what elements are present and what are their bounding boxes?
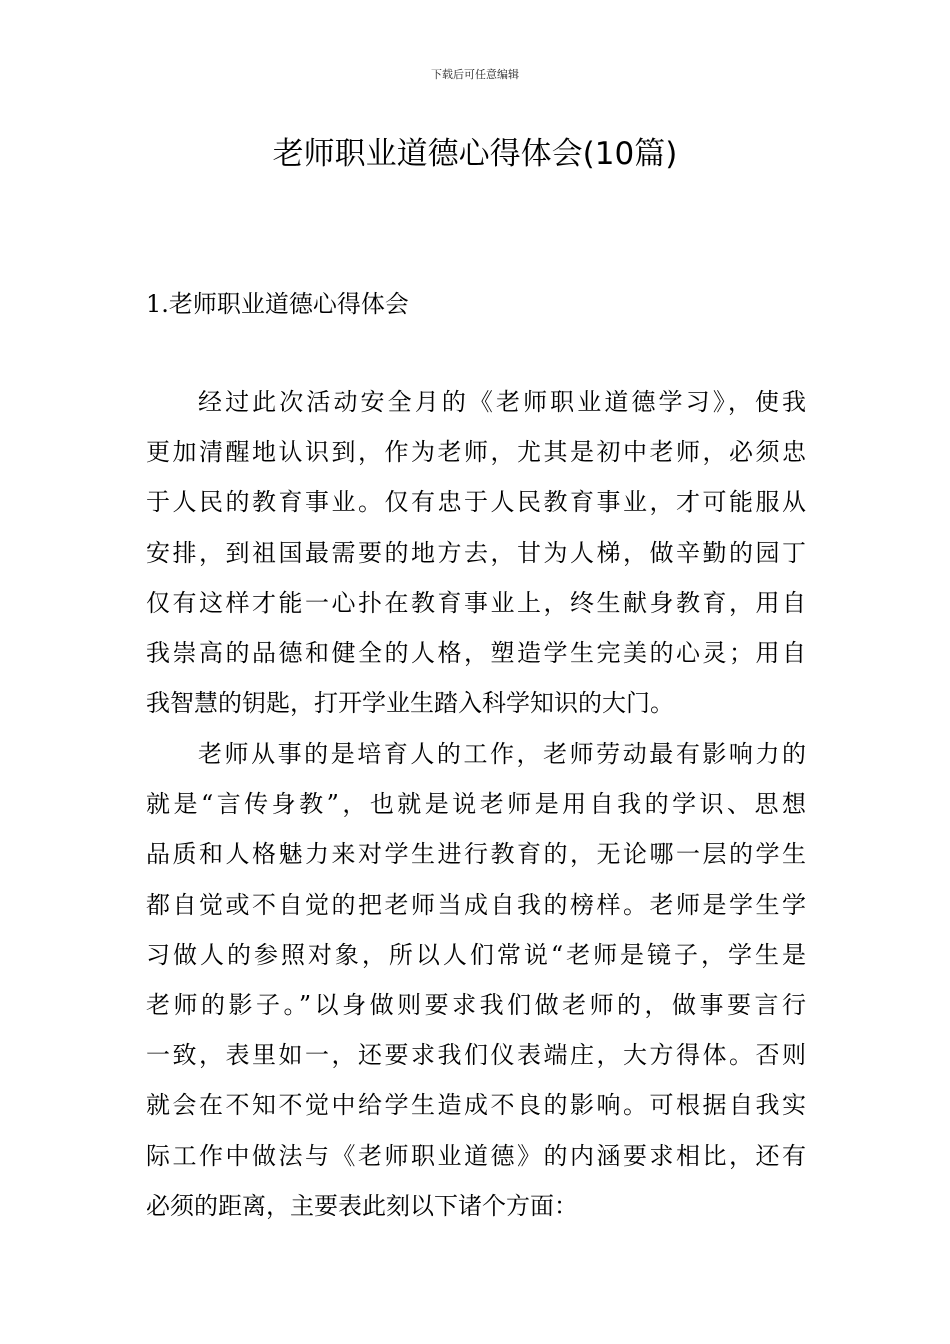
- paragraph-line: 必须的距离，主要表此刻以下诸个方面：: [146, 1191, 578, 1220]
- header-note: 下载后可任意编辑: [431, 68, 519, 81]
- document-title: 老师职业道德心得体会(10篇): [272, 136, 678, 172]
- paragraph-line: 安排，到祖国最需要的地方去，甘为人梯，做辛勤的园丁: [146, 538, 806, 567]
- paragraph-line: 老师的影子。”以身做则要求我们做老师的，做事要言行: [146, 990, 806, 1019]
- paragraph-line: 更加清醒地认识到，作为老师，尤其是初中老师，必须忠: [146, 438, 806, 467]
- paragraph-line: 品质和人格魅力来对学生进行教育的，无论哪一层的学生: [146, 840, 806, 869]
- paragraph-line: 际工作中做法与《老师职业道德》的内涵要求相比，还有: [146, 1141, 806, 1170]
- paragraph-2: [146, 729, 806, 1231]
- paragraph-line: 老师从事的是培育人的工作，老师劳动最有影响力的: [198, 740, 806, 768]
- paragraph-line: 于人民的教育事业。仅有忠于人民教育事业，才可能服从: [146, 488, 806, 517]
- paragraph-line: 习做人的参照对象，所以人们常说“老师是镜子，学生是: [146, 940, 806, 969]
- paragraph-line: 就会在不知不觉中给学生造成不良的影响。可根据自我实: [146, 1091, 806, 1120]
- section-heading: 1.老师职业道德心得体会: [146, 290, 409, 318]
- paragraph-line: 仅有这样才能一心扑在教育事业上，终生献身教育，用自: [146, 588, 806, 617]
- paragraph-line: 经过此次活动安全月的《老师职业道德学习》，使我: [198, 388, 806, 416]
- paragraph-line: 一致，表里如一，还要求我们仪表端庄，大方得体。否则: [146, 1041, 806, 1070]
- paragraph-line: 就是“言传身教”，也就是说老师是用自我的学识、思想: [146, 790, 806, 819]
- paragraph-line: 都自觉或不自觉的把老师当成自我的榜样。老师是学生学: [146, 890, 806, 919]
- paragraph-line: 我崇高的品德和健全的人格，塑造学生完美的心灵；用自: [146, 638, 806, 667]
- paragraph-line: 我智慧的钥匙，打开学业生踏入科学知识的大门。: [146, 689, 674, 718]
- paragraph-1: [146, 377, 806, 728]
